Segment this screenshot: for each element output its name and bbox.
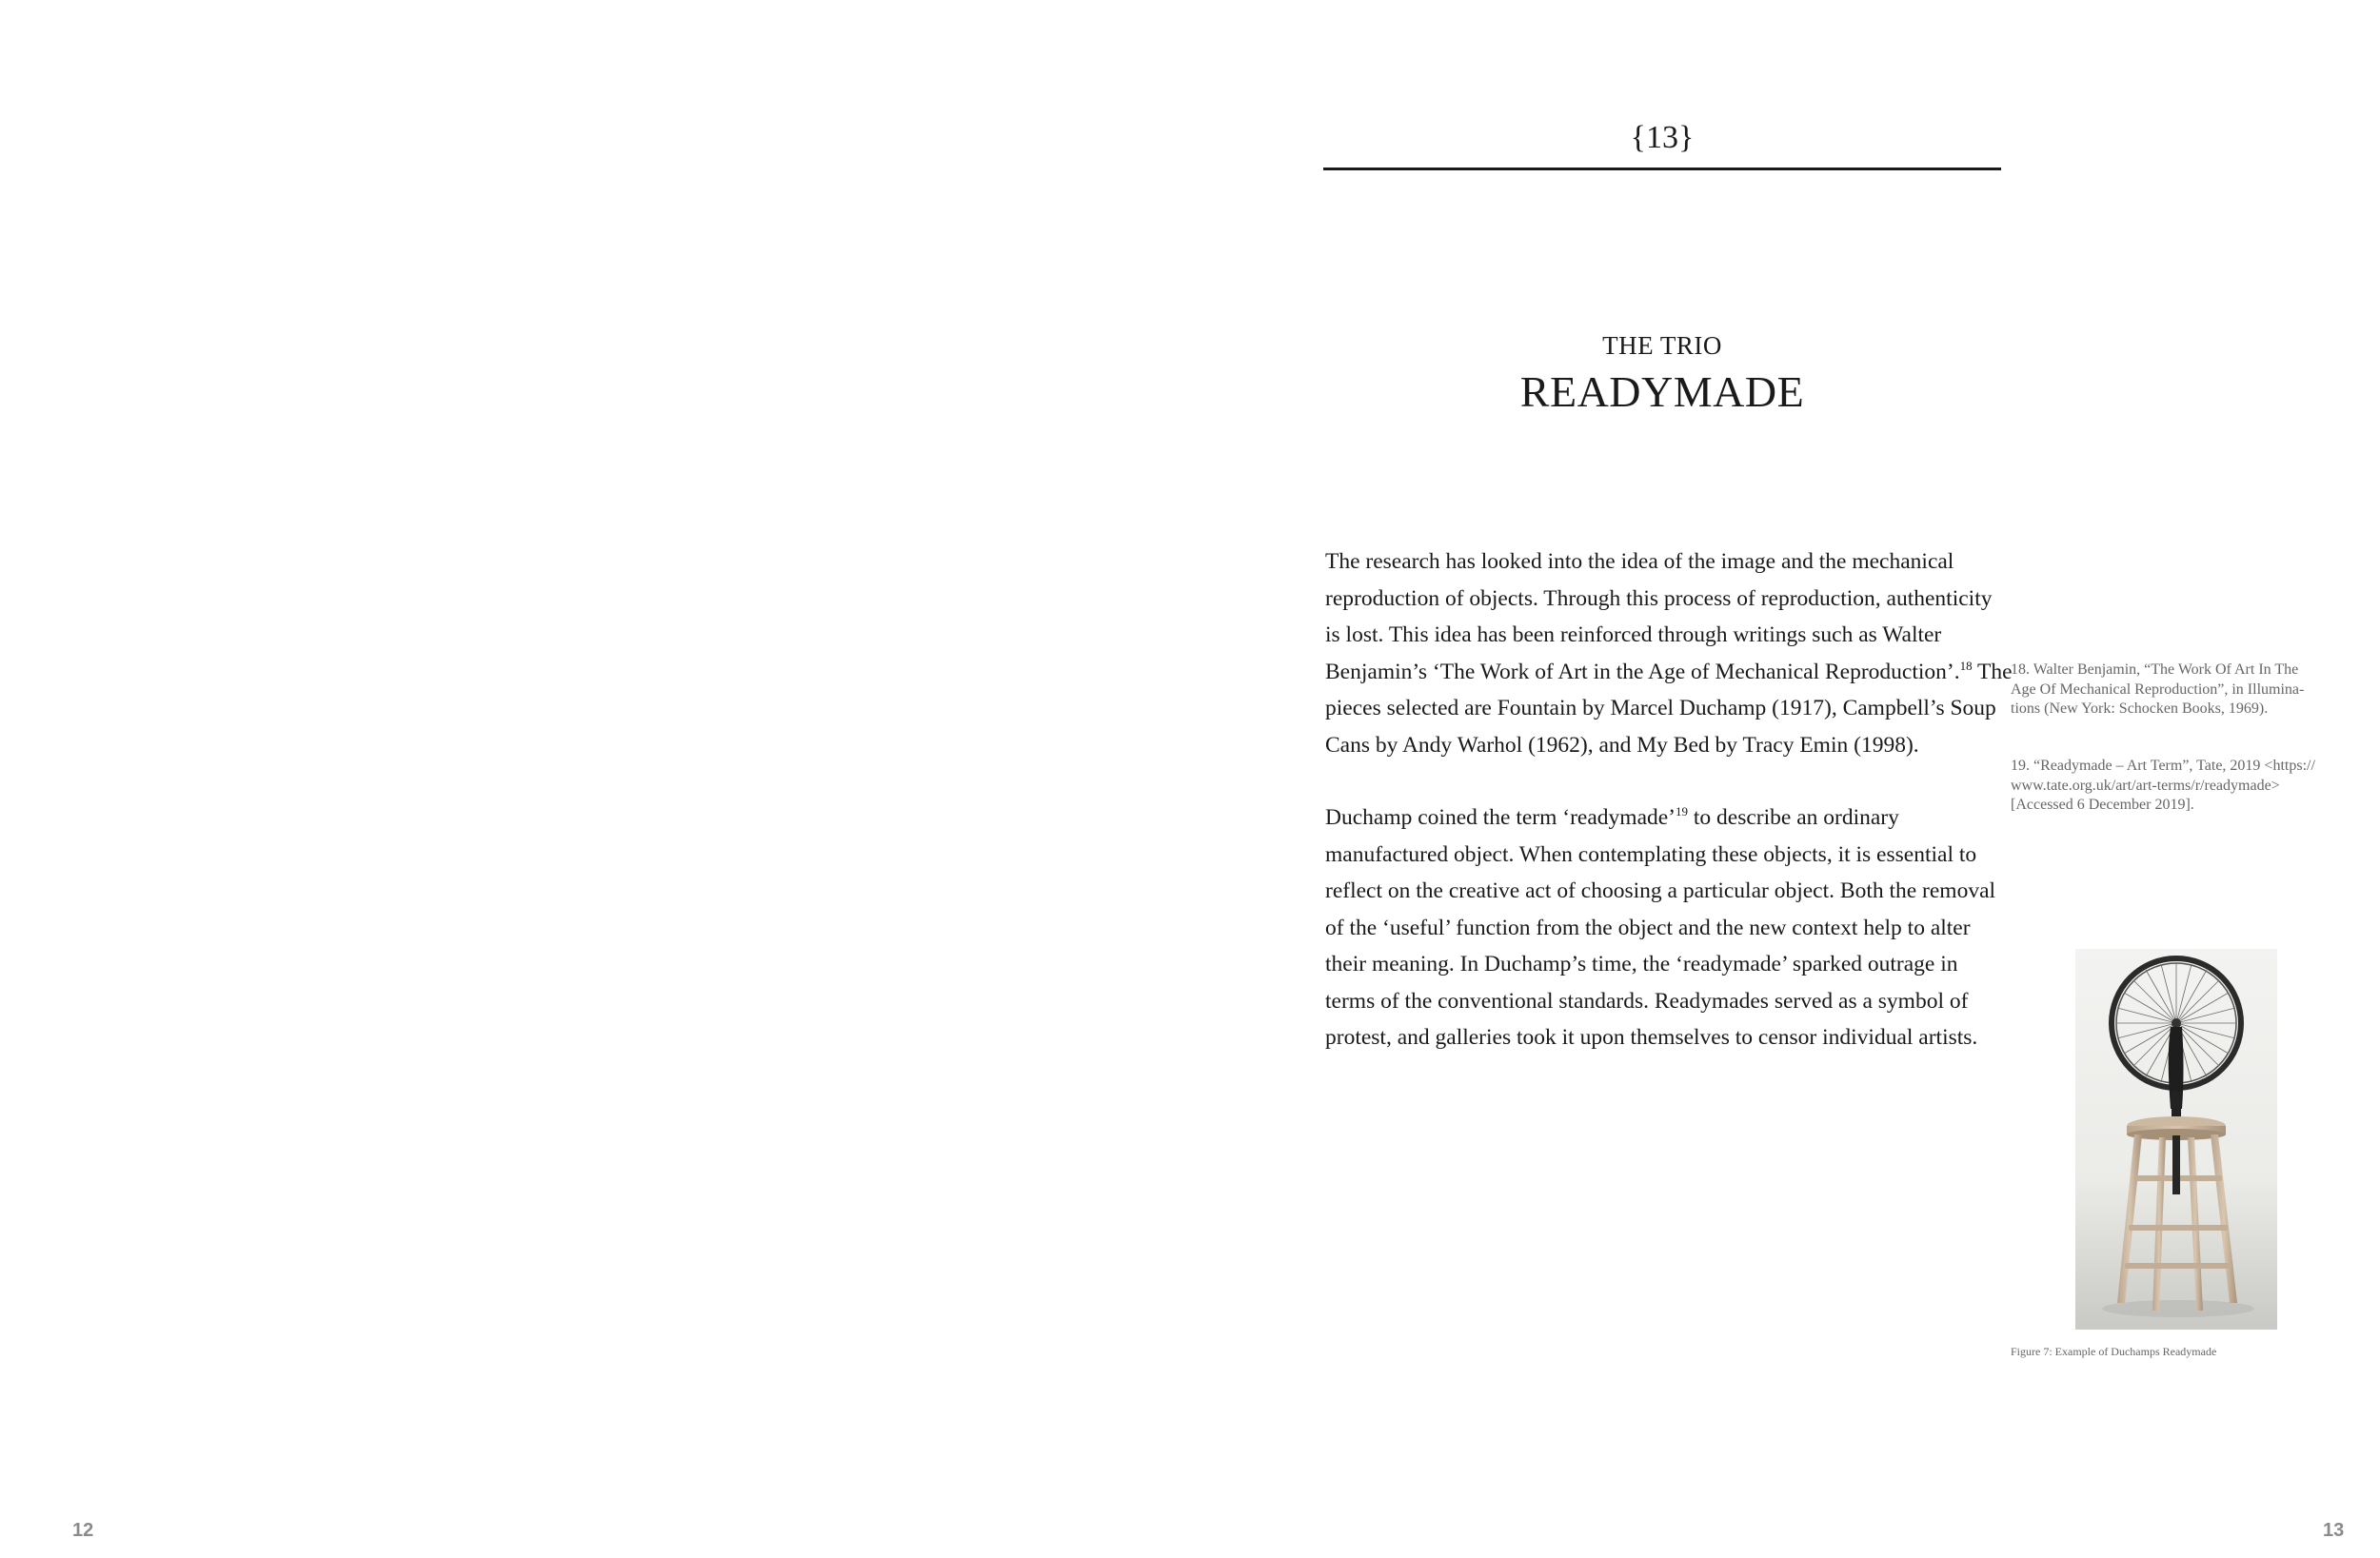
paragraph-line: terms of the conventional standards. Readymades served as a symbol of xyxy=(1325,988,1969,1014)
paragraph-line: protest, and galleries took it upon themselves to censor individual artists. xyxy=(1325,1025,1978,1050)
footnote-18 xyxy=(2011,661,2353,720)
footnote-ref-18: 18 xyxy=(1959,658,1973,673)
paragraph-line: reflect on the creative act of choosing a particular object. Both the removal xyxy=(1325,878,1996,903)
paragraph-line: The research has looked into the idea of the image and the mechanical xyxy=(1325,549,1954,574)
page-number-right: 13 xyxy=(2323,1520,2345,1541)
page-number-left: 12 xyxy=(72,1520,94,1541)
section-kicker: THE TRIO xyxy=(1602,331,1722,360)
figure-caption: Figure 7: Example of Duchamps Readymade xyxy=(2011,1345,2217,1358)
page-title: READYMADE xyxy=(1519,367,1805,416)
bicycle-wheel-stool-image xyxy=(2075,949,2277,1330)
footnote-ref-19: 19 xyxy=(1676,804,1689,818)
paragraph-line xyxy=(1325,654,2011,691)
paragraph-line xyxy=(1325,799,2011,837)
paragraph-text: Duchamp coined the term ‘readymade’ xyxy=(1325,805,1676,830)
footnote-line: tions (New York: Schocken Books, 1969). xyxy=(2011,700,2269,717)
paragraph-line: Cans by Andy Warhol (1962), and My Bed by Tracy Emin (1998). xyxy=(1325,732,1919,758)
footnote-line: [Accessed 6 December 2019]. xyxy=(2011,797,2194,813)
chapter-number: {13} xyxy=(1630,120,1695,155)
footnote-line: www.tate.org.uk/art/art-terms/r/readymade> xyxy=(2011,777,2280,794)
footnote-19 xyxy=(2011,757,2353,816)
paragraph-line: pieces selected are Fountain by Marcel Duchamp (1917), Campbell’s Soup xyxy=(1325,696,1996,720)
chapter-rule xyxy=(1323,168,2001,170)
paragraph-line: of the ‘useful’ function from the object and the new context help to alter xyxy=(1325,915,1971,940)
paragraph-line: manufactured object. When contemplating these objects, it is essential to xyxy=(1325,841,1977,867)
body-paragraph-1 xyxy=(1325,543,2011,763)
paragraph-text: The xyxy=(1972,659,2013,684)
paragraph-text: to describe an ordinary xyxy=(1688,805,1899,830)
footnote-line: Age Of Mechanical Reproduction”, in Illumina- xyxy=(2011,680,2305,698)
body-paragraph-2 xyxy=(1325,799,2011,1056)
footnote-line: 19. “Readymade – Art Term”, Tate, 2019 <https:// xyxy=(2011,758,2315,774)
figure-bicycle-wheel-readymade xyxy=(2075,949,2277,1330)
footnote-line: 18. Walter Benjamin, “The Work Of Art In The xyxy=(2011,661,2299,678)
paragraph-line: reproduction of objects. Through this process of reproduction, authenticity xyxy=(1325,585,1993,611)
paragraph-text: Benjamin’s ‘The Work of Art in the Age of Mechanical Reproduction’. xyxy=(1325,659,1960,684)
paragraph-line: their meaning. In Duchamp’s time, the ‘readymade’ sparked outrage in xyxy=(1325,952,1958,976)
paragraph-line: is lost. This idea has been reinforced through writings such as Walter xyxy=(1325,622,1942,647)
